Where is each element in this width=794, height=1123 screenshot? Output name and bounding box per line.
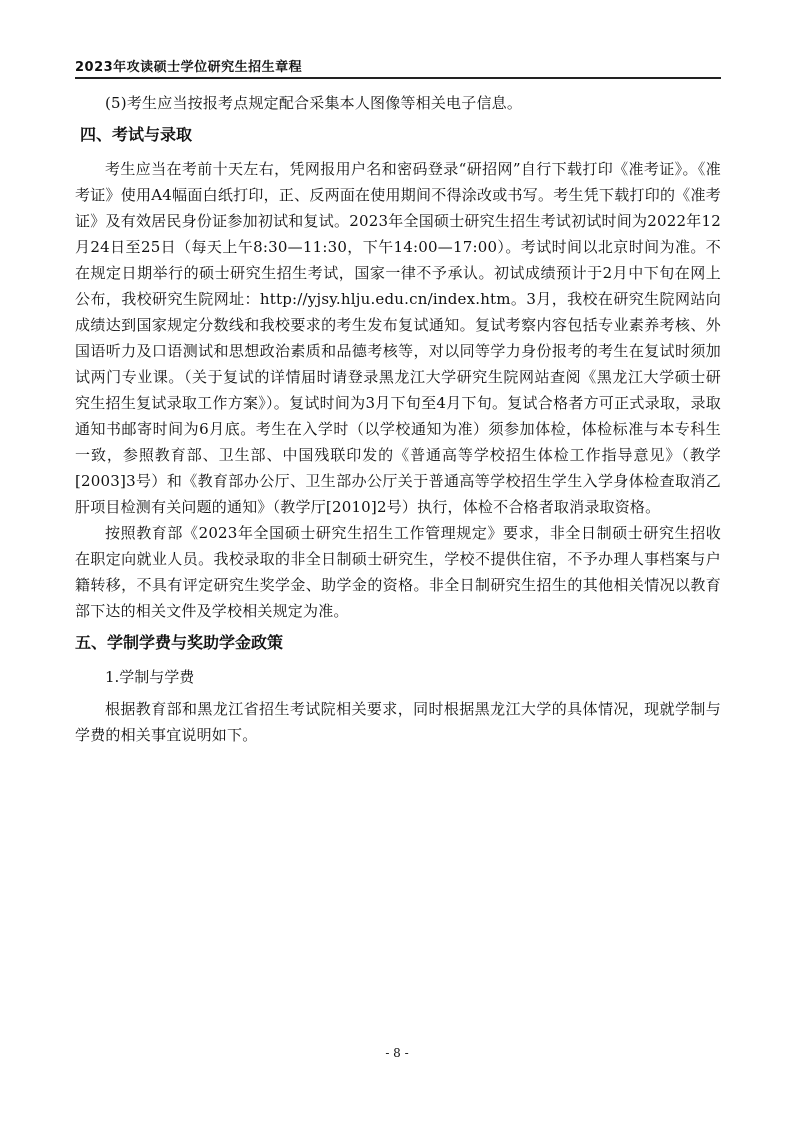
section-5-heading: 五、学制学费与奖助学金政策	[75, 633, 284, 652]
section-5-paragraph-1: 根据教育部和黑龙江省招生考试院相关要求，同时根据黑龙江大学的具体情况，现就学制与学费的相关事宜说明如下。	[75, 700, 721, 744]
section-4-paragraph-1: 考生应当在考前十天左右，凭网报用户名和密码登录“研招网”自行下载打印《准考证》。《准考证》使用A4幅面白纸打印，正、反两面在使用期间不得涂改或书写。考生凭下载打印的《准考证》及有效居民身份证参加初试和复试。2023年全国硕士研究生招生考试初试时间为2022年12月24日至25日（每天上午8:30—11:30，下午14:00—17:00）。考试时间以北京时间为准。不在规定日期举行的硕士研究生招生考试，国家一律不予承认。初试成绩预计于2月中下旬在网上公布，我校研究生院网址：http://yjsy.hlju.edu.cn/index.htm。3月，我校在研究生院网站向成绩达到国家规定分数线和我校要求的考生发布复试通知。复试考察内容包括专业素养考核、外国语听力及口语测试和思想政治素质和品德考核等，对以同等学力身份报考的考生在复试时须加试两门专业课。（关于复试的详情届时请登录黑龙江大学研究生院网站查阅《黑龙江大学硕士研究生招生复试录取工作方案》）。复试时间为3月下旬至4月下旬。复试合格者方可正式录取，录取通知书邮寄时间为6月底。考生在入学时（以学校通知为准）须参加体检，体检标准与本专科生一致，参照教育部、卫生部、中国残联印发的《普通高等学校招生体检工作指导意见》（教学[2003]3号）和《教育部办公厅、卫生部办公厅关于普通高等学校招生学生入学身体检查取消乙肝项目检测有关问题的通知》（教学厅[2010]2号）执行，体检不合格者取消录取资格。	[75, 160, 721, 516]
header-title: 2023年攻读硕士学位研究生招生章程	[75, 60, 303, 75]
section-4-paragraph-2: 按照教育部《2023年全国硕士研究生招生工作管理规定》要求，非全日制硕士研究生招收在职定向就业人员。我校录取的非全日制硕士研究生，学校不提供住宿，不予办理人事档案与户籍转移，不具有评定研究生奖学金、助学金的资格。非全日制研究生招生的其他相关情况以教育部下达的相关文件及学校相关规定为准。	[75, 524, 721, 620]
page-number: - 8 -	[385, 1046, 409, 1060]
section-4-heading: 四、考试与录取	[80, 125, 193, 144]
section-5-subheading-1: 1.学制与学费	[105, 668, 195, 686]
item-5-paragraph: (5)考生应当按报考点规定配合采集本人图像等相关电子信息。	[105, 94, 523, 112]
document-body	[75, 90, 721, 748]
page-header	[75, 49, 721, 79]
